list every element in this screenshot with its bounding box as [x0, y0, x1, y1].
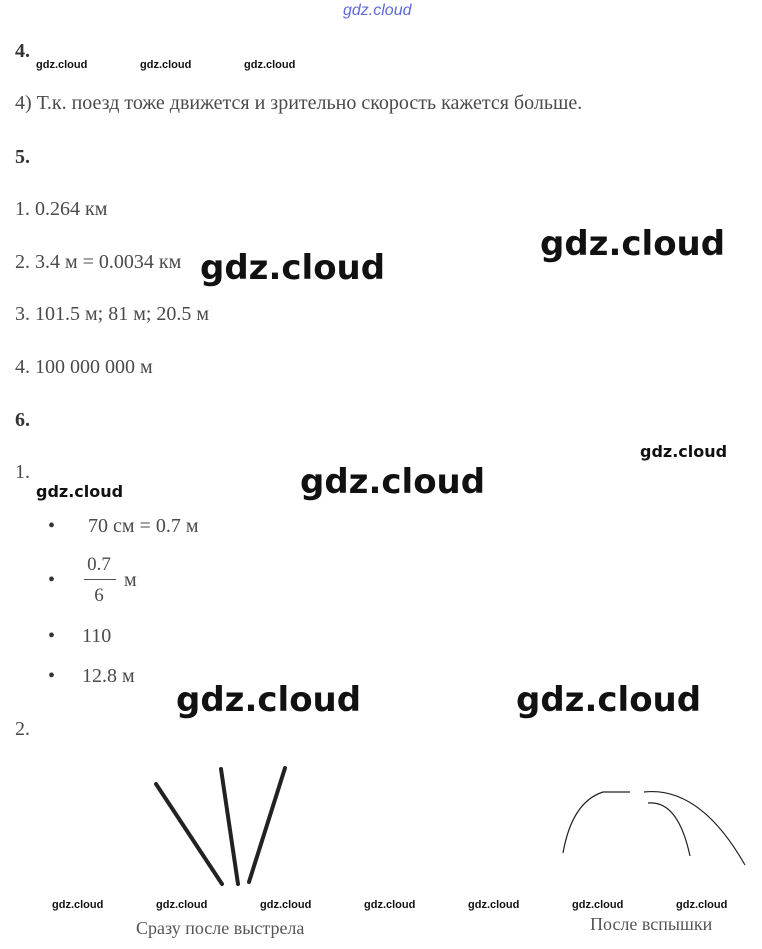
drawings	[0, 740, 762, 900]
task6-sub2: 2.	[15, 718, 30, 740]
watermark: gdz.cloud	[300, 462, 486, 502]
item-count: 110	[82, 625, 112, 647]
item-length: 70 см = 0.7 м	[88, 515, 199, 537]
watermark: gdz.cloud	[640, 442, 728, 461]
watermark: gdz.cloud	[244, 59, 296, 71]
bullet-marker: •	[48, 665, 56, 687]
watermark: gdz.cloud	[36, 482, 124, 501]
watermark: gdz.cloud	[200, 248, 386, 288]
bullet-marker: •	[48, 569, 56, 591]
task6-number: 6.	[15, 409, 30, 431]
caption-after-flash: После вспышки	[590, 914, 713, 934]
arc-right-inner	[648, 803, 690, 856]
item-distance: 12.8 м	[82, 665, 135, 687]
line-left	[156, 784, 222, 884]
caption-after-shot: Сразу после выстрела	[136, 918, 305, 938]
watermark: gdz.cloud	[572, 899, 624, 911]
bullet-marker: •	[48, 625, 56, 647]
task5-line-2: 2. 3.4 м = 0.0034 км	[15, 251, 182, 273]
watermark: gdz.cloud	[176, 680, 362, 720]
fraction-denominator: 6	[94, 585, 104, 606]
watermark: gdz.cloud	[260, 899, 312, 911]
watermark: gdz.cloud	[36, 59, 88, 71]
arc-left-outer	[563, 792, 630, 853]
drawing-after-flash	[563, 792, 745, 865]
watermark: gdz.cloud	[156, 899, 208, 911]
watermark: gdz.cloud	[540, 224, 726, 264]
watermark: gdz.cloud	[52, 899, 104, 911]
task4-number: 4.	[15, 40, 30, 62]
watermark: gdz.cloud	[516, 680, 702, 720]
watermark: gdz.cloud	[468, 899, 520, 911]
task6-sub1: 1.	[15, 461, 30, 483]
line-right	[249, 768, 285, 882]
arc-right-outer	[644, 792, 745, 865]
fraction-bar	[84, 579, 116, 580]
watermark: gdz.cloud	[140, 59, 192, 71]
task5-line-1: 1. 0.264 км	[15, 198, 108, 220]
watermark-top: gdz.cloud	[343, 2, 412, 19]
fraction-numerator: 0.7	[87, 554, 111, 575]
task5-line-4: 4. 100 000 000 м	[15, 356, 153, 378]
task4-answer: 4) Т.к. поезд тоже движется и зрительно скорость кажется больше.	[15, 92, 583, 114]
fraction-unit: м	[124, 569, 137, 591]
drawing-after-shot	[156, 768, 285, 884]
task5-number: 5.	[15, 146, 30, 168]
bullet-marker: •	[48, 515, 56, 537]
watermark: gdz.cloud	[364, 899, 416, 911]
task5-line-3: 3. 101.5 м; 81 м; 20.5 м	[15, 303, 210, 325]
line-middle	[221, 769, 238, 884]
watermark: gdz.cloud	[676, 899, 728, 911]
